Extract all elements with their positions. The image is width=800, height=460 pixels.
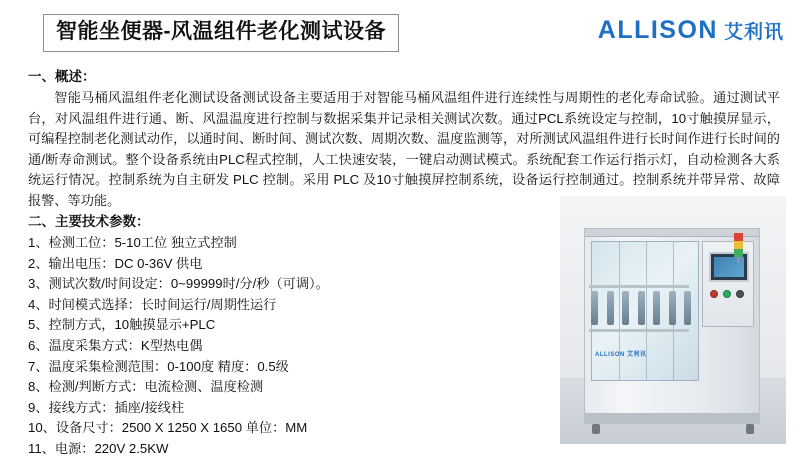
start-button-icon[interactable] (723, 290, 731, 298)
tower-lamp-red-icon (734, 233, 743, 241)
cabinet-logo: ALLISON 艾利讯 (595, 352, 647, 358)
signal-tower-light (734, 233, 743, 263)
caster-wheel (592, 424, 600, 434)
list-item: 1、检测工位：5-10工位 独立式控制 (28, 235, 237, 250)
spec-list (28, 233, 458, 460)
page-title (43, 14, 399, 52)
brand-name-en: ALLISON (597, 16, 718, 44)
test-station (607, 291, 614, 325)
overview-paragraph-text: 智能马桶风温组件老化测试设备测试设备主要适用于对智能马桶风温组件进行连续性与周期性的老化寿命试验。通过测试平台，对风温组件进行通、断、风温温度进行控制与数据采集并记录相关测试次数。通过PCL系统设定与控制，10寸触摸屏显示，可编程控制老化测试动作，以通时间、断时间、测试次数、周期次数、温度监测等，对所测试风温组件进行长时间作进行长时间的通/断寿命测试。整个设备系统由PLC程式控制，人工快速安装，一键启动测试模式。系统配套工作运行指示灯，自动检测各大系统运行情况。控制系统为自主研发 PLC 控制。采用 PLC 及10寸触摸屏控制系统，设备运行控制通过。控制系统并带异常、故障报警、等功能。 (28, 90, 780, 208)
caster-wheel (746, 424, 754, 434)
test-station (638, 291, 645, 325)
specs-heading: 二、主要技术参数： (28, 214, 150, 229)
list-item: 7、温度采集检测范围：0-100度 精度：0.5级 (28, 358, 289, 374)
list-item: 3、测试次数/时间设定：0~99999时/分/秒（可调）。 (28, 276, 329, 292)
test-station (653, 291, 660, 325)
brand-logo (598, 16, 784, 45)
test-station (684, 291, 691, 325)
equipment-photo (560, 196, 786, 444)
list-item: 4、时间模式选择：长时间运行/周期性运行 (28, 296, 277, 312)
page-title-text: 智能坐便器-风温组件老化测试设备 (56, 20, 386, 43)
list-item: 9、接线方式：插座/接线柱 (28, 399, 185, 415)
tower-lamp-green-icon (734, 249, 743, 257)
stop-button-icon[interactable] (710, 290, 718, 298)
panel-button-row (710, 290, 744, 298)
list-item: 2、输出电压：DC 0-36V 供电 (28, 255, 203, 271)
control-panel (702, 241, 754, 327)
test-cabinet (584, 228, 760, 414)
page-header (0, 0, 800, 62)
test-station (591, 291, 598, 325)
fixture-rail (589, 285, 689, 288)
test-station (669, 291, 676, 325)
cabinet-base (584, 414, 760, 424)
list-item: 11、电源：220V 2.5KW (28, 440, 169, 456)
list-item: 10、设备尺寸：2500 X 1250 X 1650 单位：MM (28, 420, 308, 436)
list-item: 6、温度采集方式：K型热电偶 (28, 337, 203, 353)
fixture-rail (589, 329, 689, 332)
hmi-touchscreen[interactable] (709, 252, 749, 282)
overview-heading: 一、概述： (28, 69, 96, 84)
list-item: 5、控制方式，10触摸显示+PLC (28, 317, 216, 333)
test-station (622, 291, 629, 325)
reset-button-icon[interactable] (736, 290, 744, 298)
list-item: 8、检测/判断方式：电流检测、温度检测 (28, 379, 264, 395)
cabinet-top-frame (585, 229, 759, 237)
test-station-row (591, 291, 691, 325)
overview-paragraph (28, 88, 780, 211)
brand-name-cn: 艾利讯 (723, 22, 784, 43)
tower-pole (737, 257, 740, 263)
tower-lamp-yellow-icon (734, 241, 743, 249)
